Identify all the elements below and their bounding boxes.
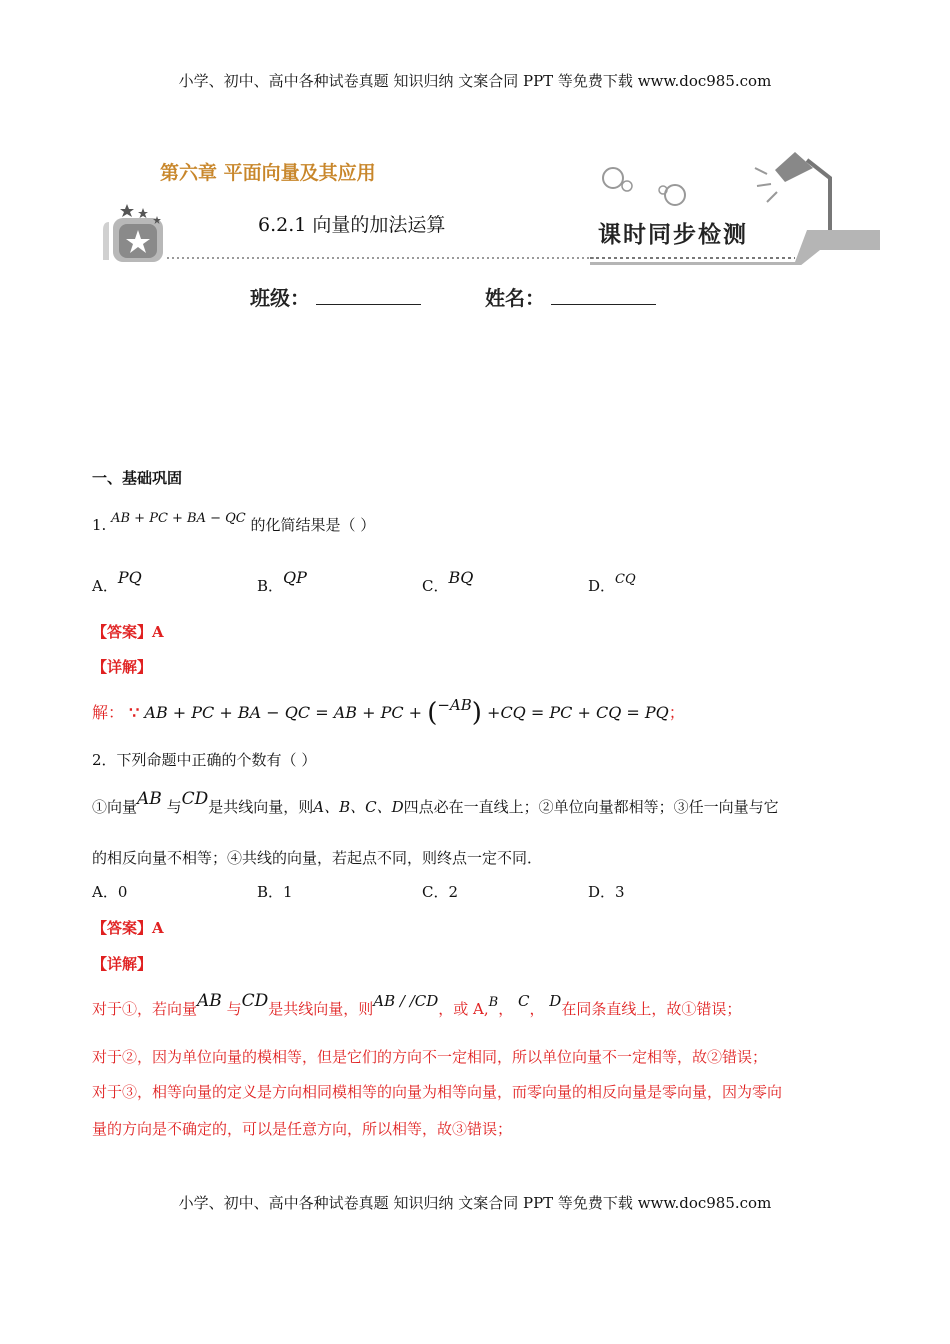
q1-detail-label: 【详解】	[92, 658, 153, 676]
q2-options	[92, 882, 852, 904]
q1-expression: AB + PC + BA − QC	[111, 511, 246, 526]
small-star-icon	[120, 204, 134, 217]
q2-answer	[92, 918, 164, 938]
q1-stem	[92, 511, 376, 537]
class-blank[interactable]	[316, 286, 421, 305]
class-field	[250, 282, 421, 311]
q1-suffix: 的化简结果是（ ）	[250, 516, 376, 534]
point-list: A、B、C、D	[313, 798, 404, 816]
q1-option-b[interactable]: B．QP	[257, 568, 307, 595]
q2-option-c[interactable]: C．2	[422, 883, 459, 901]
q1-option-d[interactable]: D．CQ	[588, 572, 636, 595]
q1-answer-label: 【答案】	[92, 623, 153, 641]
q2-explain-2: 对于②，因为单位向量的模相等，但是它们的方向不一定相同，所以单位向量不一定相等，故②错误；	[92, 1048, 768, 1066]
q2-line1: ①向量AB 与CD是共线向量，则A、B、C、D四点必在一直线上；②单位向量都相等；③任一向量与它	[92, 789, 779, 816]
section-heading: 一、基础巩固	[92, 469, 183, 487]
site-banner-bottom: 小学、初中、高中各种试卷真题 知识归纳 文案合同 PPT 等免费下载 www.doc985.com	[178, 1194, 772, 1212]
q2-detail	[92, 954, 152, 974]
because-symbol: ∵	[129, 703, 140, 722]
q2-answer-value: A	[152, 919, 164, 937]
badge-pillar-icon	[103, 222, 109, 260]
q1-solution-part2: +CQ = PC + CQ = PQ	[487, 703, 669, 722]
q1-solution-paren: −AB	[437, 696, 472, 714]
q1-option-a[interactable]: A．PQ	[92, 568, 142, 595]
q1-number: 1.	[92, 516, 107, 534]
q2-explain-3b: 量的方向是不确定的，可以是任意方向，所以相等，故③错误；	[92, 1120, 513, 1138]
q2-stem: 2．下列命题中正确的个数有（ ）	[92, 751, 317, 769]
name-label: 姓名：	[485, 286, 545, 310]
site-banner-top: 小学、初中、高中各种试卷真题 知识归纳 文案合同 PPT 等免费下载 www.doc985.com	[178, 72, 772, 90]
q1-solution-end: ；	[668, 703, 685, 722]
q2-answer-label: 【答案】	[92, 919, 153, 937]
q1-solution-part1: AB + PC + BA − QC = AB + PC +	[144, 703, 423, 722]
parallel-expression: AB / /CD	[373, 992, 439, 1010]
stamp-title: 课时同步检测	[598, 222, 748, 248]
q1-options	[92, 570, 852, 594]
vector-ab: AB	[137, 789, 162, 809]
q2-detail-label: 【详解】	[92, 955, 153, 973]
q2-option-d[interactable]: D．3	[588, 883, 625, 901]
name-field	[485, 282, 656, 311]
q2-explain-1: 对于①，若向量AB 与CD是共线向量，则AB / /CD，或 A,B， C， D在同条直线上，故①错误；	[92, 991, 742, 1018]
q1-answer	[92, 622, 164, 642]
q2-explain-3a: 对于③，相等向量的定义是方向相同模相等的向量为相等向量，而零向量的相反向量是零向量，因为零向	[92, 1083, 783, 1101]
q2-line2: 的相反向量不相等；④共线的向量，若起点不同，则终点一定不同．	[92, 849, 543, 867]
vector-cd: CD	[181, 789, 209, 809]
chapter-title: 第六章 平面向量及其应用	[160, 162, 376, 184]
class-label: 班级：	[250, 286, 310, 310]
q1-answer-value: A	[152, 623, 164, 641]
q1-solution-prefix: 解：	[92, 703, 125, 722]
name-blank[interactable]	[551, 286, 656, 305]
bubble-icon	[603, 168, 623, 188]
q2-option-b[interactable]: B．1	[257, 883, 293, 901]
lesson-title: 6.2.1 向量的加法运算	[258, 214, 446, 236]
q1-option-c[interactable]: C．BQ	[422, 568, 474, 595]
q2-option-a[interactable]: A．0	[92, 883, 128, 901]
q1-solution: 解： ∵ AB + PC + BA − QC = AB + PC + (−AB) +CQ = PC + CQ = PQ；	[92, 696, 685, 728]
q1-detail	[92, 657, 152, 677]
